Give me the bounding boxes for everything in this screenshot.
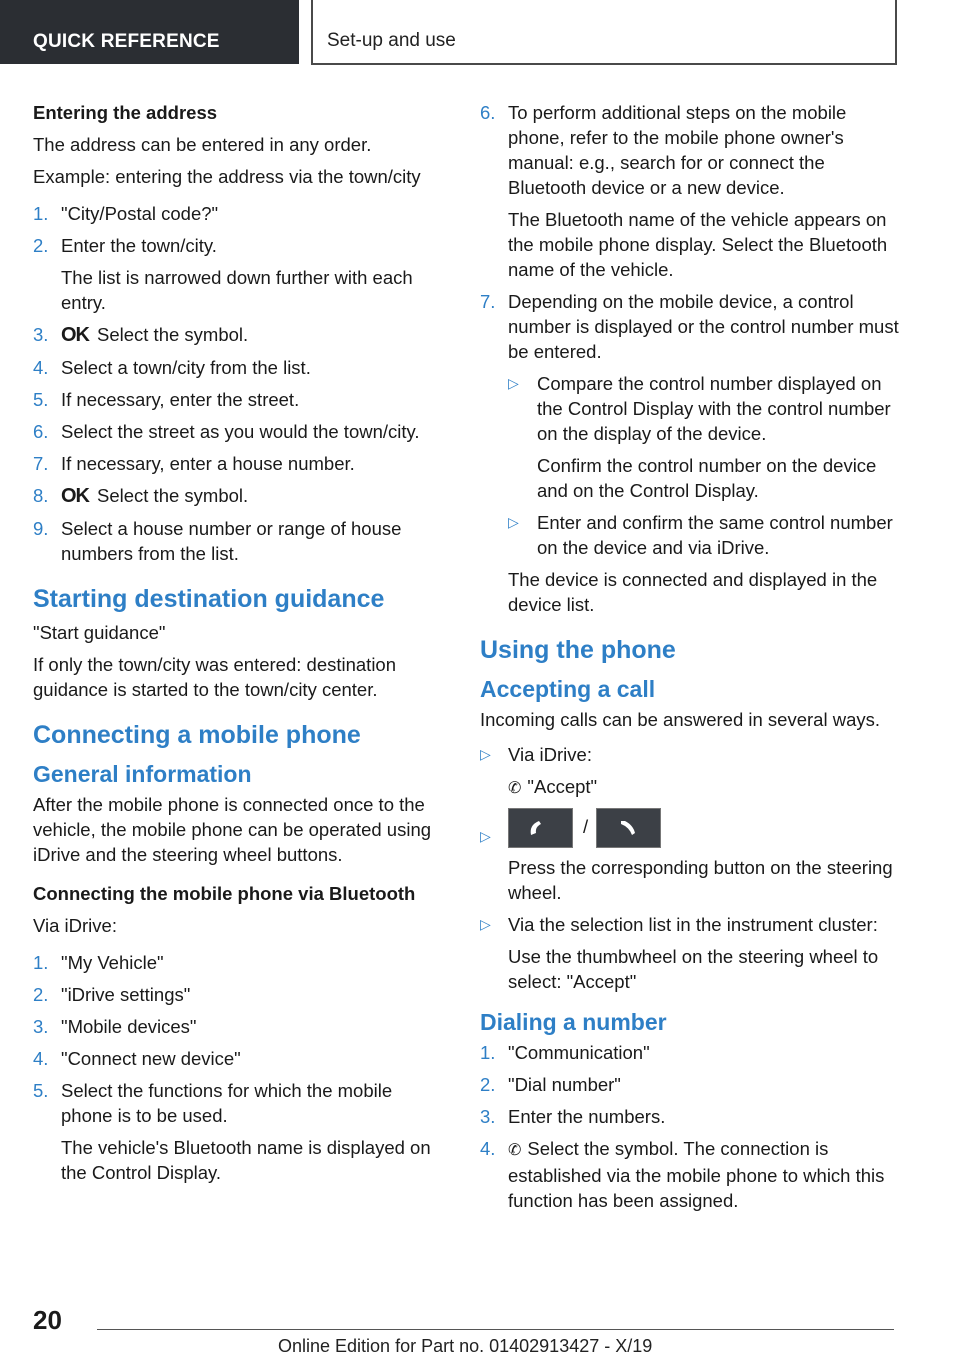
step-number: 7. xyxy=(33,453,49,474)
list-item xyxy=(480,1040,900,1065)
list-item xyxy=(33,483,448,509)
list-item xyxy=(480,289,900,617)
bluetooth-intro: Via iDrive: xyxy=(33,915,117,936)
step-number: 5. xyxy=(33,389,49,410)
accept-options xyxy=(480,742,900,994)
step-line xyxy=(508,1072,900,1097)
step-subtext: The vehicle's Bluetooth name is displayed on the Control Display. xyxy=(61,1137,431,1183)
step-number: 2. xyxy=(33,984,49,1005)
step-text: "My Vehicle" xyxy=(61,952,164,973)
step-text: To perform additional steps on the mobile phone, refer to the mobile phone owner's manual: e.g., search for or connect the Bluetooth device or a new device. xyxy=(508,102,847,198)
step-line xyxy=(508,1136,900,1213)
step-number: 1. xyxy=(480,1042,496,1063)
bullet-triangle-icon: ▷ xyxy=(480,828,491,844)
footer-edition: Online Edition for Part no. 01402913427 - X/19 xyxy=(278,1336,653,1356)
list-item xyxy=(508,510,900,560)
list-item xyxy=(480,912,900,994)
step-text: "Communication" xyxy=(508,1042,650,1063)
step-text: "City/Postal code?" xyxy=(61,203,219,224)
accept-intro: Incoming calls can be answered in several ways. xyxy=(480,709,880,730)
phone-heading: Using the phone xyxy=(480,636,676,664)
step-text: Select the symbol. xyxy=(97,324,249,345)
step-line xyxy=(61,233,448,258)
call-accept-button-icon xyxy=(508,808,573,848)
step-line xyxy=(508,1104,900,1129)
list-item xyxy=(480,1136,900,1213)
step-text: Select a town/city from the list. xyxy=(61,357,311,378)
option-text: Compare the control number displayed on the Control Display with the control number on the display of the device. xyxy=(537,373,891,444)
step-text: Enter the numbers. xyxy=(508,1106,666,1127)
list-item xyxy=(33,1014,448,1039)
step-line xyxy=(61,387,448,412)
header-chapter-tab xyxy=(311,0,897,65)
step-number: 4. xyxy=(480,1138,496,1159)
list-item xyxy=(508,371,900,503)
step-text: Select the symbol. The connection is established via the mobile phone to which this function has been assigned. xyxy=(508,1138,885,1211)
list-item xyxy=(33,322,448,348)
bluetooth-heading: Connecting the mobile phone via Bluetooth xyxy=(33,883,416,904)
bluetooth-steps-continued xyxy=(480,100,900,617)
step-number: 3. xyxy=(33,1016,49,1037)
step-number: 9. xyxy=(33,518,49,539)
address-intro: The address can be entered in any order. xyxy=(33,134,372,155)
guidance-text: If only the town/city was entered: destination guidance is started to the town/city center. xyxy=(33,654,397,700)
list-item xyxy=(33,355,448,380)
step-result: The device is connected and displayed in the device list. xyxy=(508,569,878,615)
right-column xyxy=(480,100,900,1220)
list-item xyxy=(33,387,448,412)
header-chapter-label: Set-up and use xyxy=(327,30,456,51)
list-item xyxy=(480,100,900,282)
step-text: Select a house number or range of house numbers from the list. xyxy=(61,518,402,564)
step-number: 4. xyxy=(33,1048,49,1069)
step-number: 6. xyxy=(33,421,49,442)
call-end-button-icon xyxy=(596,808,661,848)
option-text: Via the selection list in the instrument cluster: xyxy=(508,914,878,935)
bullet-triangle-icon: ▷ xyxy=(508,514,519,530)
option-subtext: Confirm the control number on the device and on the Control Display. xyxy=(537,455,877,501)
step-text: "iDrive settings" xyxy=(61,984,191,1005)
step-text: If necessary, enter a house number. xyxy=(61,453,355,474)
list-item xyxy=(33,1046,448,1071)
step-number: 4. xyxy=(33,357,49,378)
option-subtext: Press the corresponding button on the steering wheel. xyxy=(508,857,893,903)
option-text: Via iDrive: xyxy=(508,744,592,765)
ok-icon: OK xyxy=(61,485,89,507)
footer-divider xyxy=(97,1329,894,1330)
steering-buttons xyxy=(508,808,900,848)
step-line xyxy=(61,516,448,566)
list-item xyxy=(33,419,448,444)
phone-icon: ✆ xyxy=(508,1142,522,1159)
header-section-tab xyxy=(0,0,299,64)
list-item xyxy=(33,950,448,975)
guidance-heading: Starting destination guidance xyxy=(33,585,385,613)
dial-steps-list xyxy=(480,1040,900,1213)
step-line xyxy=(61,982,448,1007)
list-item xyxy=(480,742,900,801)
step-number: 6. xyxy=(480,102,496,123)
header-section-label: QUICK REFERENCE xyxy=(33,31,220,52)
step-number: 3. xyxy=(480,1106,496,1127)
step-text: Enter the town/city. xyxy=(61,235,217,256)
general-text: After the mobile phone is connected once to the vehicle, the mobile phone can be operated using iDrive and the steering wheel buttons. xyxy=(33,794,432,865)
accept-heading: Accepting a call xyxy=(480,676,656,702)
step-number: 3. xyxy=(33,324,49,345)
step-number: 5. xyxy=(33,1080,49,1101)
step-text: Select the street as you would the town/city. xyxy=(61,421,420,442)
list-item xyxy=(480,1072,900,1097)
list-item xyxy=(33,982,448,1007)
step-line xyxy=(61,1014,448,1039)
list-item xyxy=(33,201,448,226)
list-item xyxy=(480,808,900,905)
step-text: Select the symbol. xyxy=(97,485,249,506)
step-line xyxy=(61,950,448,975)
option-text: Enter and confirm the same control number on the device and via iDrive. xyxy=(537,512,893,558)
step-line xyxy=(61,355,448,380)
step-number: 7. xyxy=(480,291,496,312)
step-text: "Mobile devices" xyxy=(61,1016,197,1037)
step-line xyxy=(508,1040,900,1065)
step-line xyxy=(61,322,448,348)
left-column xyxy=(33,100,448,1192)
list-item xyxy=(33,516,448,566)
button-separator: / xyxy=(583,815,589,837)
list-item xyxy=(33,451,448,476)
step-line xyxy=(61,201,448,226)
step-line xyxy=(61,1078,448,1128)
phone-icon: ✆ xyxy=(508,780,522,797)
step-text: "Connect new device" xyxy=(61,1048,241,1069)
address-heading: Entering the address xyxy=(33,102,218,123)
page-number: 20 xyxy=(33,1305,62,1335)
step-subtext: The Bluetooth name of the vehicle appears on the mobile phone display. Select the Bluetooth name of the vehicle. xyxy=(508,209,888,280)
list-item xyxy=(33,1078,448,1185)
bullet-triangle-icon: ▷ xyxy=(480,746,491,762)
step-number: 1. xyxy=(33,203,49,224)
step-line xyxy=(61,1046,448,1071)
address-example: Example: entering the address via the town/city xyxy=(33,166,421,187)
step-line xyxy=(61,451,448,476)
guidance-command: "Start guidance" xyxy=(33,622,166,643)
option-subtext: Use the thumbwheel on the steering wheel to select: "Accept" xyxy=(508,946,879,992)
accept-command: "Accept" xyxy=(527,776,598,797)
control-number-options xyxy=(508,371,900,560)
step-subtext: The list is narrowed down further with each entry. xyxy=(61,267,413,313)
accept-command-line xyxy=(508,774,900,801)
list-item xyxy=(480,1104,900,1129)
step-number: 2. xyxy=(480,1074,496,1095)
step-text: Select the functions for which the mobile phone is to be used. xyxy=(61,1080,393,1126)
step-line xyxy=(61,419,448,444)
step-number: 8. xyxy=(33,485,49,506)
step-text: Depending on the mobile device, a control number is displayed or the control number must be entered. xyxy=(508,291,899,362)
bluetooth-steps-list xyxy=(33,950,448,1185)
list-item xyxy=(33,233,448,315)
step-line xyxy=(61,483,448,509)
general-heading: General information xyxy=(33,761,252,787)
step-number: 2. xyxy=(33,235,49,256)
ok-icon: OK xyxy=(61,324,89,346)
address-steps-list xyxy=(33,201,448,566)
bullet-triangle-icon: ▷ xyxy=(480,916,491,932)
connect-heading: Connecting a mobile phone xyxy=(33,721,361,749)
step-text: If necessary, enter the street. xyxy=(61,389,300,410)
step-number: 1. xyxy=(33,952,49,973)
bullet-triangle-icon: ▷ xyxy=(508,375,519,391)
dial-heading: Dialing a number xyxy=(480,1009,667,1035)
step-text: "Dial number" xyxy=(508,1074,621,1095)
